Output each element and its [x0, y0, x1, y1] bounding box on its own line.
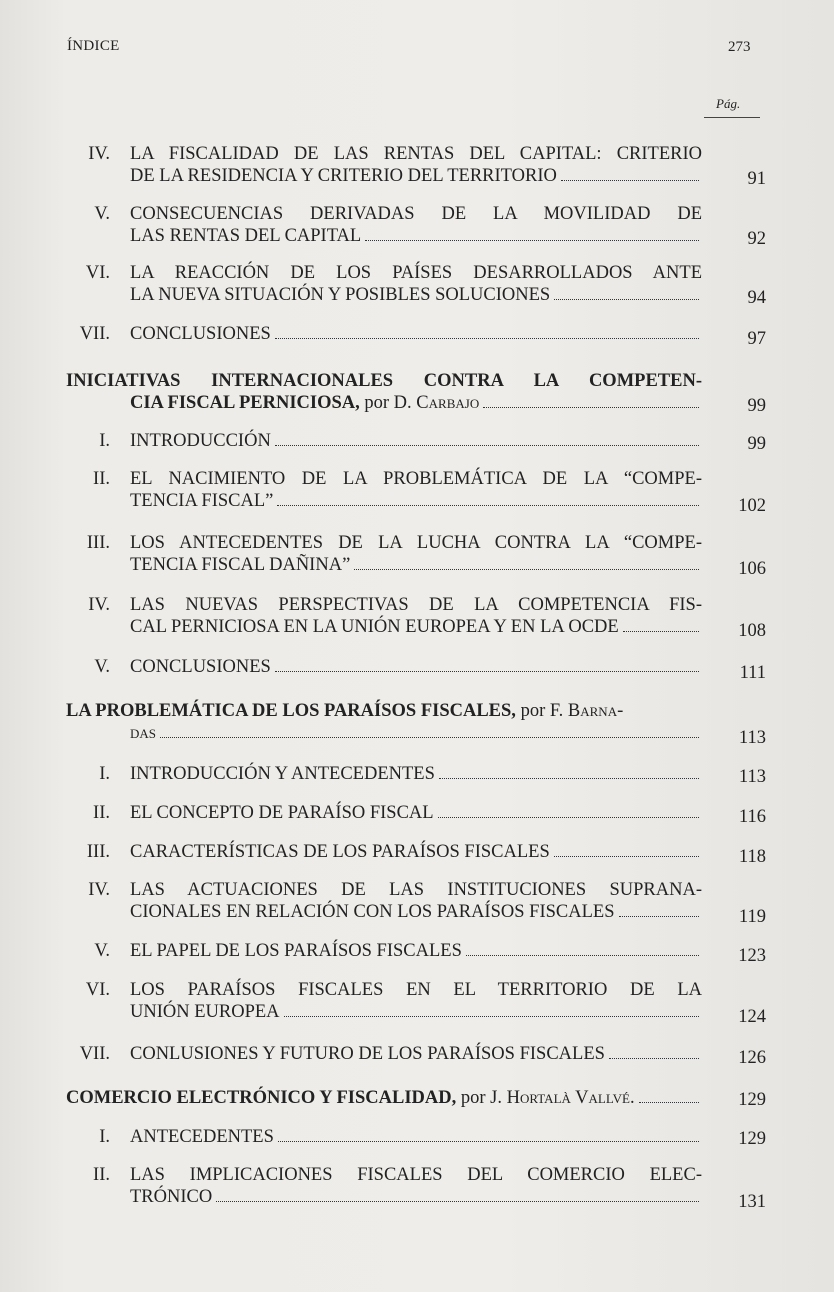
- author-prefix: por F.: [515, 701, 568, 721]
- section-number: II.: [93, 469, 110, 489]
- section-number: II.: [93, 1165, 110, 1185]
- dot-leader: [365, 240, 699, 241]
- entry-title: [130, 262, 702, 306]
- page-number: 118: [738, 847, 766, 867]
- entry-title-line: [66, 1087, 702, 1109]
- section-number: V.: [94, 657, 110, 677]
- dot-leader: [439, 778, 699, 779]
- entry-title-text: LAS RENTAS DEL CAPITAL: [130, 226, 362, 246]
- author-name: Carbajo: [416, 393, 480, 413]
- section-number: VI.: [85, 980, 110, 1000]
- entry-title: [130, 763, 702, 785]
- page-number: 124: [738, 1007, 766, 1027]
- section-number: I.: [99, 764, 110, 784]
- entry-title: [130, 841, 702, 863]
- entry-title-line: [130, 554, 702, 576]
- dot-leader: [466, 955, 699, 956]
- dot-leader: [284, 1016, 699, 1017]
- section-number: IV.: [88, 880, 110, 900]
- entry-title: [130, 532, 702, 576]
- page-number: 116: [738, 807, 766, 827]
- entry-title-line: [66, 722, 702, 744]
- author-prefix: por J.: [456, 1088, 507, 1108]
- entry-title: [130, 979, 702, 1023]
- page-column-rule: [704, 117, 760, 118]
- dot-leader: [275, 338, 699, 339]
- entry-title-line: LOS PARAÍSOS FISCALES EN EL TERRITORIO DE LA: [130, 980, 702, 1000]
- dot-leader: [354, 569, 699, 570]
- entry-title-line: [130, 1126, 702, 1148]
- section-number: III.: [86, 842, 110, 862]
- entry-title: [130, 594, 702, 638]
- entry-title-text: EL CONCEPTO DE PARAÍSO FISCAL: [130, 803, 434, 823]
- page-number: 119: [738, 907, 766, 927]
- entry-title-text: LA NUEVA SITUACIÓN Y POSIBLES SOLUCIONES: [130, 285, 551, 305]
- entry-title: [130, 468, 702, 512]
- dot-leader: [278, 1141, 699, 1142]
- entry-title-text: CARACTERÍSTICAS DE LOS PARAÍSOS FISCALES: [130, 842, 550, 862]
- section-number: VII.: [79, 324, 110, 344]
- entry-title: [130, 1126, 702, 1148]
- dot-leader: [619, 916, 700, 917]
- page-number: 106: [738, 559, 766, 579]
- entry-title-line: [66, 392, 702, 414]
- page-number: 129: [738, 1129, 766, 1149]
- entry-title-text: CONCLUSIONES: [130, 324, 271, 344]
- author-name: Barna-: [567, 701, 624, 721]
- dot-leader: [609, 1058, 699, 1059]
- entry-title-text: DE LA RESIDENCIA Y CRITERIO DEL TERRITORIO: [130, 166, 557, 186]
- page-number: 131: [738, 1192, 766, 1212]
- entry-title-text: LA PROBLEMÁTICA DE LOS PARAÍSOS FISCALES,: [66, 701, 516, 721]
- entry-title-line: [130, 616, 702, 638]
- entry-title-line: [130, 1001, 702, 1023]
- page-number: 92: [747, 229, 766, 249]
- entry-title-text: COMERCIO ELECTRÓNICO Y FISCALIDAD,: [66, 1088, 457, 1108]
- entry-title-text: INTRODUCCIÓN: [130, 431, 271, 451]
- running-header-title: ÍNDICE: [67, 38, 120, 54]
- page-number: 123: [738, 946, 766, 966]
- entry-title-line: [130, 430, 702, 452]
- dot-leader: [554, 856, 699, 857]
- entry-title-text: CONCLUSIONES: [130, 657, 271, 677]
- entry-title-line: LOS ANTECEDENTES DE LA LUCHA CONTRA LA “COMPE-: [130, 533, 702, 553]
- author-prefix: por D.: [359, 393, 417, 413]
- dot-leader: [639, 1102, 699, 1103]
- entry-title-line: [130, 802, 702, 824]
- running-header-page-number: 273: [728, 39, 751, 55]
- page-number: 91: [747, 169, 766, 189]
- page-number: 108: [738, 621, 766, 641]
- entry-title-line: INICIATIVAS INTERNACIONALES CONTRA LA COMPETEN-: [66, 371, 702, 391]
- entry-title-line: [130, 323, 702, 345]
- page-number: 126: [738, 1048, 766, 1068]
- section-number: IV.: [88, 595, 110, 615]
- section-number: I.: [99, 431, 110, 451]
- entry-title: [130, 802, 702, 824]
- dot-leader: [483, 407, 699, 408]
- entry-title-line: [130, 841, 702, 863]
- page-number: 129: [738, 1090, 766, 1110]
- page-number: 94: [747, 288, 766, 308]
- page-number: 102: [738, 496, 766, 516]
- section-number: VII.: [79, 1044, 110, 1064]
- entry-title-text: ANTECEDENTES: [130, 1127, 274, 1147]
- entry-title: [130, 1164, 702, 1208]
- section-number: II.: [93, 803, 110, 823]
- entry-title-text: CAL PERNICIOSA EN LA UNIÓN EUROPEA Y EN LA OCDE: [130, 617, 619, 637]
- dot-leader: [554, 299, 699, 300]
- entry-title-text: EL PAPEL DE LOS PARAÍSOS FISCALES: [130, 941, 462, 961]
- entry-title: [66, 700, 702, 744]
- dot-leader: [561, 180, 699, 181]
- author-name-continued: das: [130, 723, 157, 743]
- entry-title-text: TRÓNICO: [130, 1187, 213, 1207]
- entry-title-line: [130, 1186, 702, 1208]
- entry-title: [130, 323, 702, 345]
- entry-title-line: LAS IMPLICACIONES FISCALES DEL COMERCIO ELEC-: [130, 1165, 702, 1185]
- dot-leader: [277, 505, 699, 506]
- entry-title-line: CONSECUENCIAS DERIVADAS DE LA MOVILIDAD DE: [130, 204, 702, 224]
- dot-leader: [216, 1201, 699, 1202]
- page-number: 99: [747, 396, 766, 416]
- page-column-label: Pág.: [716, 96, 741, 111]
- entry-title-line: [130, 1043, 702, 1065]
- entry-title: [66, 370, 702, 414]
- entry-title-text: TENCIA FISCAL DAÑINA”: [130, 555, 351, 575]
- entry-title-text: CIA FISCAL PERNICIOSA,: [130, 393, 360, 413]
- dot-leader: [275, 445, 699, 446]
- entry-title: [130, 430, 702, 452]
- entry-title-line: [130, 656, 702, 678]
- page-number: 99: [747, 434, 766, 454]
- entry-title-line: [130, 225, 702, 247]
- entry-title-line: [130, 940, 702, 962]
- entry-title: [130, 656, 702, 678]
- page-number: 97: [747, 329, 766, 349]
- dot-leader: [160, 737, 699, 738]
- dot-leader: [623, 631, 699, 632]
- entry-title-line: [130, 763, 702, 785]
- entry-title: [130, 940, 702, 962]
- entry-title-text: CONLUSIONES Y FUTURO DE LOS PARAÍSOS FISCALES: [130, 1044, 605, 1064]
- entry-title-text: INTRODUCCIÓN Y ANTECEDENTES: [130, 764, 435, 784]
- dot-leader: [275, 671, 699, 672]
- entry-title-line: LAS ACTUACIONES DE LAS INSTITUCIONES SUPRANA-: [130, 880, 702, 900]
- entry-title-text: CIONALES EN RELACIÓN CON LOS PARAÍSOS FISCALES: [130, 902, 615, 922]
- section-number: IV.: [88, 144, 110, 164]
- entry-title: [130, 143, 702, 187]
- author-name: Hortalà Vallvé.: [506, 1088, 635, 1108]
- entry-title-line: LA REACCIÓN DE LOS PAÍSES DESARROLLADOS ANTE: [130, 263, 702, 283]
- entry-title: [130, 203, 702, 247]
- section-number: III.: [86, 533, 110, 553]
- entry-title-line: [66, 700, 702, 722]
- entry-title-line: [130, 165, 702, 187]
- dot-leader: [438, 817, 699, 818]
- entry-title-text: TENCIA FISCAL”: [130, 491, 274, 511]
- entry-title: [66, 1087, 702, 1109]
- section-number: V.: [94, 204, 110, 224]
- entry-title-text: UNIÓN EUROPEA: [130, 1002, 280, 1022]
- entry-title-line: [130, 490, 702, 512]
- entry-title-line: [130, 901, 702, 923]
- page-number: 113: [738, 767, 766, 787]
- entry-title-line: LAS NUEVAS PERSPECTIVAS DE LA COMPETENCIA FIS-: [130, 595, 702, 615]
- page-number: 111: [739, 663, 766, 683]
- page-number: 113: [738, 728, 766, 748]
- section-number: VI.: [85, 263, 110, 283]
- entry-title-line: [130, 284, 702, 306]
- entry-title-line: LA FISCALIDAD DE LAS RENTAS DEL CAPITAL: CRITERIO: [130, 144, 702, 164]
- section-number: V.: [94, 941, 110, 961]
- entry-title-line: EL NACIMIENTO DE LA PROBLEMÁTICA DE LA “COMPE-: [130, 469, 702, 489]
- section-number: I.: [99, 1127, 110, 1147]
- entry-title: [130, 1043, 702, 1065]
- entry-title: [130, 879, 702, 923]
